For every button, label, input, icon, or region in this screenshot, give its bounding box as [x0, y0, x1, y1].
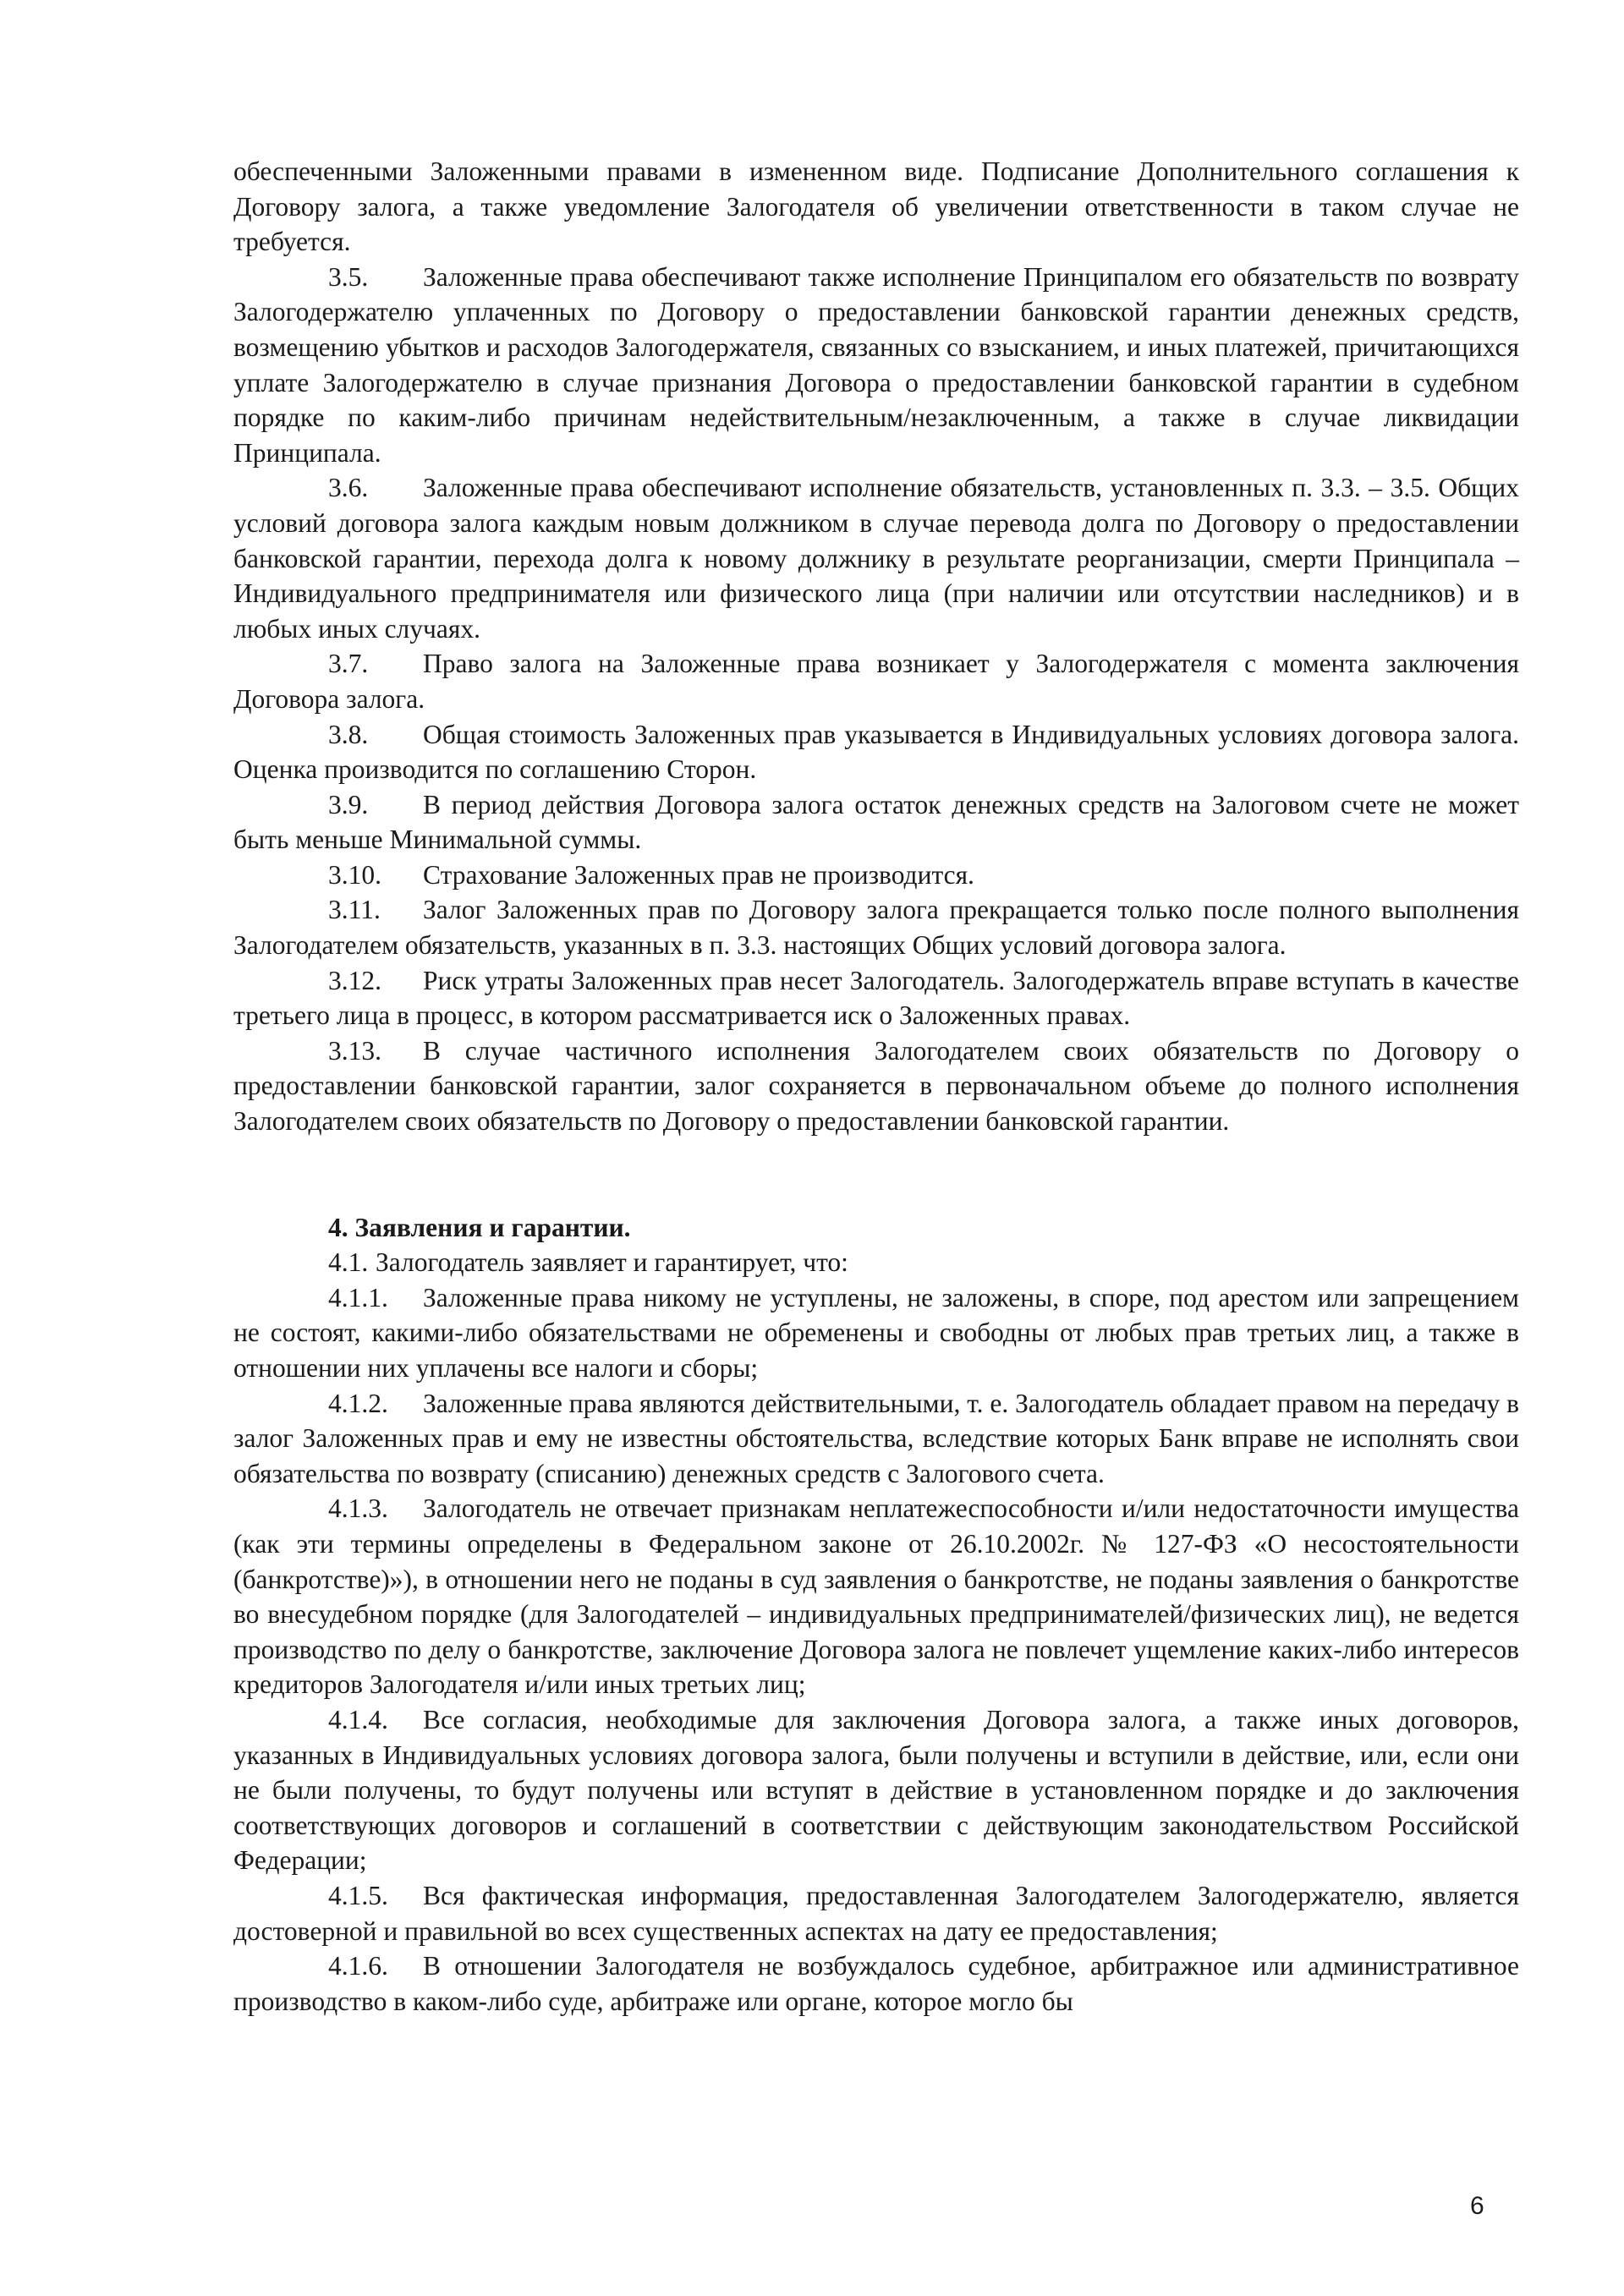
clause-text: Заложенные права являются действительными, т. е. Залогодатель обладает правом на передачу в залог Заложенных прав и ему не известны обстоятельства, вследствие которых Банк вправе не исполнять свои обязательства по возврату (списанию) денежных средств с Залогового счета. — [233, 1388, 1519, 1488]
clause-4-1-4 — [233, 1702, 1519, 1878]
clause-4-1-6 — [233, 1948, 1519, 2019]
clause-number: 3.9. — [328, 789, 369, 819]
clause-text: Право залога на Заложенные права возникает у Залогодержателя с момента заключения Договора залога. — [233, 649, 1519, 714]
clause-text: Все согласия, необходимые для заключения Договора залога, а также иных договоров, указанных в Индивидуальных условиях договора залога, были получены и вступили в действие, или, если они не были получены, то будут получены или вступят в действие в установленном порядке и до заключения соответствующих договоров и соглашений в соответствии с действующим законодательством Российской Федерации; — [233, 1704, 1519, 1876]
page-number: 6 — [1470, 2192, 1484, 2220]
clause-3-10 — [233, 858, 1519, 893]
paragraph-intro: обеспеченными Заложенными правами в измененном виде. Подписание Дополнительного соглашения к Договору залога, а также уведомление Залогодателя об увеличении ответственности в таком случае не требуется. — [233, 156, 1519, 257]
section-4-heading: 4. Заявления и гарантии. — [328, 1212, 631, 1242]
clause-number: 4.1.2. — [328, 1388, 388, 1418]
clause-3-7 — [233, 646, 1519, 716]
clause-4-1-1 — [233, 1280, 1519, 1386]
clause-number: 4.1.1. — [328, 1282, 388, 1312]
clause-3-9 — [233, 787, 1519, 858]
clause-text: Заложенные права никому не уступлены, не заложены, в споре, под арестом или запрещением не состоят, какими-либо обязательствами не обременены и свободны от любых прав третьих лиц, а также в отношении них уплачены все налоги и сборы; — [233, 1282, 1519, 1383]
clause-number: 4.1.6. — [328, 1951, 388, 1981]
clause-text: В период действия Договора залога остаток денежных средств на Залоговом счете не может быть меньше Минимальной суммы. — [233, 789, 1519, 855]
clause-4-1-5 — [233, 1878, 1519, 1948]
clause-number: 3.11. — [328, 895, 381, 925]
clause-text: Залог Заложенных прав по Договору залога прекращается только после полного выполнения Залогодателем обязательств, указанных в п. 3.3. настоящих Общих условий договора залога. — [233, 895, 1519, 961]
clause-3-5 — [233, 260, 1519, 471]
clause-text: В случае частичного исполнения Залогодателем своих обязательств по Договору о предоставлении банковской гарантии, залог сохраняется в первоначальном объеме до полного исполнения Залогодателем своих обязательств по Договору о предоставлении банковской гарантии. — [233, 1035, 1519, 1137]
clause-text: Общая стоимость Заложенных прав указывается в Индивидуальных условиях договора залога. Оценка производится по соглашению Сторон. — [233, 719, 1519, 785]
clause-text: Риск утраты Заложенных прав несет Залогодатель. Залогодержатель вправе вступать в качестве третьего лица в процесс, в котором рассматривается иск о Заложенных правах. — [233, 965, 1519, 1031]
clause-number: 4.1.4. — [328, 1704, 388, 1734]
section-spacer — [233, 1139, 1519, 1210]
clause-number: 3.8. — [328, 719, 369, 749]
clause-number: 3.13. — [328, 1035, 381, 1066]
clause-number: 4.1.3. — [328, 1493, 388, 1524]
clause-text: Залогодатель не отвечает признакам неплатежеспособности и/или недостаточности имущества (как эти термины определены в Федеральном законе от 26.10.2002г. № 127-ФЗ «О несостоятельности (банкротстве)»), в отношении него не поданы в суд заявления о банкротстве, не поданы заявления о банкротстве во внесудебном порядке (для Залогодателей – индивидуальных предпринимателей/физических лиц), не ведется производство по делу о банкротстве, заключение Договора залога не повлечет ущемление каких-либо интересов кредиторов Залогодателя и/или иных третьих лиц; — [233, 1493, 1519, 1700]
clause-text: Страхование Заложенных прав не производится. — [423, 859, 974, 890]
clause-4-1-2 — [233, 1386, 1519, 1492]
clause-3-12 — [233, 963, 1519, 1033]
document-body — [233, 154, 1519, 2019]
clause-4-1-3 — [233, 1491, 1519, 1702]
clause-text: Залогодатель заявляет и гарантирует, что: — [376, 1247, 848, 1278]
clause-4-1 — [233, 1245, 1519, 1280]
clause-number: 3.7. — [328, 649, 369, 679]
clause-number: 4.1.5. — [328, 1880, 388, 1910]
clause-text: Вся фактическая информация, предоставленная Залогодателем Залогодержателю, является достоверной и правильной во всех существенных аспектах на дату ее предоставления; — [233, 1880, 1519, 1946]
clause-number: 4.1. — [328, 1247, 369, 1278]
clause-3-11 — [233, 892, 1519, 962]
clause-3-8 — [233, 717, 1519, 787]
clause-number: 3.12. — [328, 965, 381, 995]
clause-text: Заложенные права обеспечивают также исполнение Принципалом его обязательств по возврату Залогодержателю уплаченных по Договору о предоставлении банковской гарантии денежных средств, возмещению убытков и расходов Залогодержателя, связанных со взысканием, и иных платежей, причитающихся уплате Залогодержателю в случае признания Договора о предоставлении банковской гарантии в судебном порядке по каким-либо причинам недействительным/незаключенным, а также в случае ликвидации Принципала. — [233, 261, 1519, 468]
clause-text: Заложенные права обеспечивают исполнение обязательств, установленных п. 3.3. – 3.5. Общих условий договора залога каждым новым должником в случае перевода долга по Договору о предоставлении банковской гарантии, перехода долга к новому должнику в результате реорганизации, смерти Принципала – Индивидуального предпринимателя или физического лица (при наличии или отсутствии наследников) и в любых иных случаях. — [233, 473, 1519, 644]
clause-number: 3.10. — [328, 859, 381, 890]
clause-3-6 — [233, 470, 1519, 646]
clause-number: 3.6. — [328, 473, 369, 503]
clause-number: 3.5. — [328, 261, 369, 292]
clause-text: В отношении Залогодателя не возбуждалось судебное, арбитражное или административное производство в каком-либо суде, арбитраже или органе, которое могло бы — [233, 1951, 1519, 2016]
clause-3-13 — [233, 1033, 1519, 1139]
